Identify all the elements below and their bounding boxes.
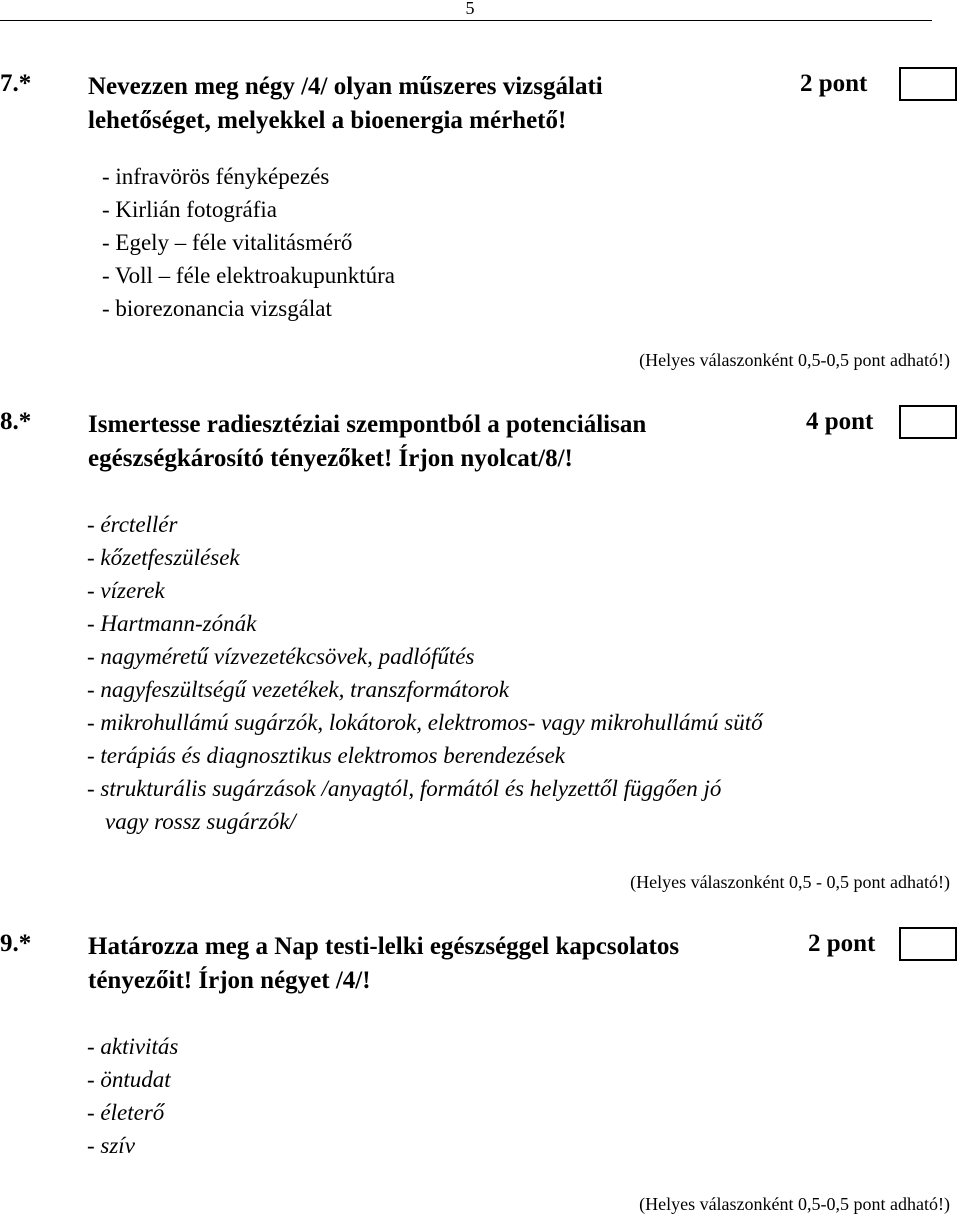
scoring-note: (Helyes válaszonként 0,5 - 0,5 pont adható!) — [630, 872, 950, 892]
question-number: 9.* — [0, 930, 32, 957]
question-text-line: Ismertesse radiesztéziai szempontból a potenciálisan — [88, 411, 647, 438]
score-box[interactable] — [899, 927, 957, 961]
question-text-line: lehetőséget, melyekkel a bioenergia mérhető! — [88, 107, 567, 134]
question-text-line: Határozza meg a Nap testi-lelki egészséggel kapcsolatos — [88, 933, 680, 960]
list-item: - Kirlián fotográfia — [102, 197, 277, 222]
question-text — [88, 408, 646, 476]
question-number: 7.* — [0, 70, 32, 97]
header-rule — [0, 20, 932, 21]
list-item: - Voll – féle elektroakupunktúra — [102, 263, 395, 288]
question-text — [88, 930, 679, 998]
list-item: - nagyméretű vízvezetékcsövek, padlófűtés — [87, 644, 475, 669]
list-item: - biorezonancia vizsgálat — [102, 296, 332, 321]
list-item: - terápiás és diagnosztikus elektromos berendezések — [87, 743, 566, 768]
answer-list-9 — [87, 1030, 178, 1162]
list-item: - kőzetfeszülések — [87, 545, 240, 570]
score-box[interactable] — [899, 405, 957, 439]
score-box[interactable] — [899, 67, 957, 101]
question-points: 2 pont — [808, 930, 876, 957]
list-item-continuation: vagy rossz sugárzók/ — [105, 809, 296, 834]
list-item: - infravörös fényképezés — [102, 164, 330, 189]
page-number: 5 — [465, 0, 475, 18]
question-points: 2 pont — [800, 70, 868, 97]
question-text-line: Nevezzen meg négy /4/ olyan műszeres vizsgálati — [88, 73, 603, 100]
answer-list-7 — [102, 160, 395, 325]
list-item: - vízerek — [87, 578, 165, 603]
question-text — [88, 70, 603, 138]
list-item: - strukturális sugárzások /anyagtól, formától és helyzettől függően jó — [87, 776, 722, 801]
question-number: 8.* — [0, 408, 32, 435]
answer-list-8 — [87, 508, 763, 838]
list-item: - aktivitás — [87, 1034, 179, 1059]
question-points: 4 pont — [806, 408, 874, 435]
list-item: - mikrohullámú sugárzók, lokátorok, elektromos- vagy mikrohullámú sütő — [87, 710, 763, 735]
list-item: - szív — [87, 1133, 135, 1158]
list-item: - nagyfeszültségű vezetékek, transzformátorok — [87, 677, 509, 702]
question-text-line: tényezőit! Írjon négyet /4/! — [88, 967, 371, 994]
list-item: - érctellér — [87, 512, 178, 537]
list-item: - életerő — [87, 1100, 165, 1125]
scoring-note: (Helyes válaszonként 0,5-0,5 pont adható!) — [639, 1194, 950, 1214]
list-item: - Egely – féle vitalitásmérő — [102, 230, 353, 255]
list-item: - Hartmann-zónák — [87, 611, 257, 636]
scoring-note: (Helyes válaszonként 0,5-0,5 pont adható!) — [639, 350, 950, 370]
question-text-line: egészségkárosító tényezőket! Írjon nyolcat/8/! — [88, 445, 573, 472]
list-item: - öntudat — [87, 1067, 171, 1092]
